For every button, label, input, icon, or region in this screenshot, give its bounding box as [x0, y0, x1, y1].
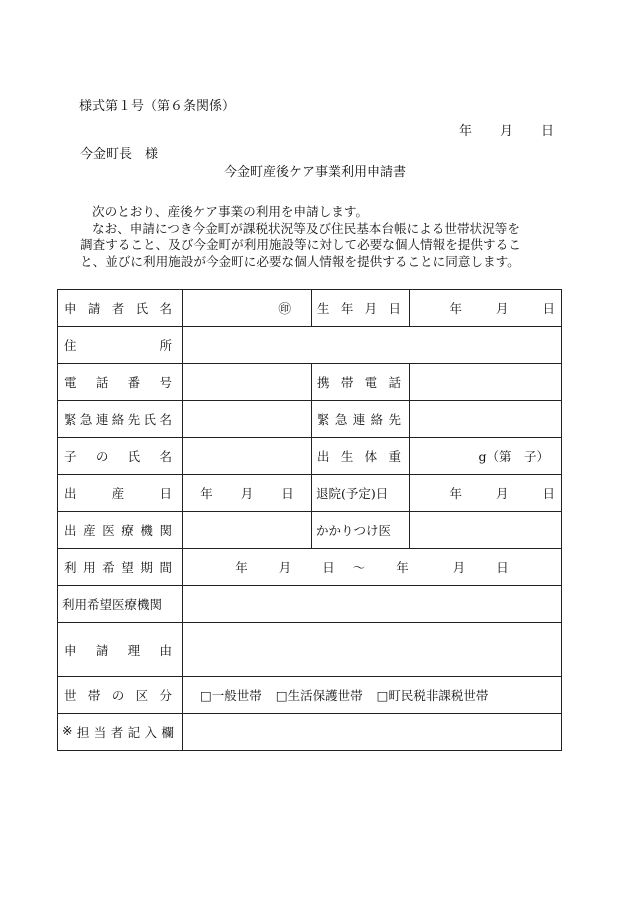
label-text: 住 所: [64, 338, 172, 353]
label-text: 出 生 体 重: [317, 449, 401, 464]
seal-mark: ㊞: [278, 301, 291, 316]
label-desired-institution: 利用希望医療機関: [58, 586, 183, 623]
label-birth-date: [312, 290, 410, 327]
checkbox-general-household[interactable]: □一般世帯: [200, 688, 262, 703]
label-applicant-name: [58, 290, 183, 327]
label-text: 生 年 月 日: [317, 301, 401, 316]
label-delivery-date: [58, 475, 183, 512]
period-tilde: ～: [352, 560, 366, 575]
staff-entry-field[interactable]: [183, 714, 562, 751]
reason-field[interactable]: [183, 623, 562, 677]
consent-line-2: なお、申請につき今金町が課税状況等及び住民基本台帳による世帯状況等を: [92, 220, 520, 236]
date-month: 月: [500, 124, 514, 139]
row-institution: [58, 512, 562, 549]
row-household: [58, 677, 562, 714]
label-birth-weight: [312, 438, 410, 475]
label-staff-entry: [58, 714, 183, 751]
label-text: 出 産 日: [64, 486, 172, 501]
discharge-date-field[interactable]: 年 月 日: [410, 475, 562, 512]
household-category-field: [183, 677, 562, 714]
address-field[interactable]: [183, 327, 562, 364]
label-reason: [58, 623, 183, 677]
addressee: 今金町長 様: [80, 147, 159, 162]
consent-text: [80, 204, 550, 270]
row-period: [58, 549, 562, 586]
emergency-name-field[interactable]: [183, 401, 312, 438]
family-doctor-field[interactable]: [410, 512, 562, 549]
row-emergency: [58, 401, 562, 438]
delivery-date-field[interactable]: 年 月 日: [183, 475, 312, 512]
label-text: 携 帯 電 話: [317, 375, 401, 390]
label-emergency-contact: [312, 401, 410, 438]
row-reason: [58, 623, 562, 677]
birth-date-field[interactable]: 年 月 日: [410, 290, 562, 327]
label-discharge-date: 退院(予定)日: [312, 475, 410, 512]
label-text: 電 話 番 号: [64, 375, 172, 390]
label-text: 緊 急 連 絡 先 氏 名: [64, 412, 172, 427]
label-text: 出 産 医 療 機 関: [64, 523, 172, 538]
label-text: 緊 急 連 絡 先: [317, 412, 401, 427]
label-text: ※ 担 当 者 記 入 欄: [62, 723, 174, 740]
label-delivery-institution: [58, 512, 183, 549]
label-desired-period: [58, 549, 183, 586]
form-number: 様式第１号（第６条関係）: [79, 99, 236, 114]
label-child-name: [58, 438, 183, 475]
child-name-field[interactable]: [183, 438, 312, 475]
phone-field[interactable]: [183, 364, 312, 401]
checkbox-welfare-household[interactable]: □生活保護世帯: [275, 688, 363, 703]
checkbox-tax-exempt-household[interactable]: □町民税非課税世帯: [376, 688, 489, 703]
delivery-institution-field[interactable]: [183, 512, 312, 549]
desired-period-field[interactable]: 年 月 日 ～ 年 月 日: [183, 549, 562, 586]
desired-institution-field[interactable]: [183, 586, 562, 623]
row-staff: [58, 714, 562, 751]
label-household-category: [58, 677, 183, 714]
row-desired-institution: [58, 586, 562, 623]
mobile-field[interactable]: [410, 364, 562, 401]
birth-weight-field[interactable]: [410, 438, 562, 475]
label-address: [58, 327, 183, 364]
label-phone: [58, 364, 183, 401]
date-year: 年: [459, 124, 473, 139]
application-date: [459, 120, 554, 139]
weight-unit: g（第 子）: [478, 449, 549, 464]
label-text: 申 請 者 氏 名: [64, 301, 172, 316]
emergency-contact-field[interactable]: [410, 401, 562, 438]
label-mobile: [312, 364, 410, 401]
document-title: 今金町産後ケア事業利用申請書: [223, 165, 406, 180]
label-text: 世 帯 の 区 分: [64, 688, 172, 703]
label-emergency-name: [58, 401, 183, 438]
consent-line-4: と、並びに利用施設が今金町に必要な個人情報を提供することに同意します。: [80, 253, 520, 269]
applicant-name-field[interactable]: [183, 290, 312, 327]
application-form-table: [57, 289, 562, 751]
row-address: [58, 327, 562, 364]
label-family-doctor: かかりつけ医: [312, 512, 410, 549]
row-phone: [58, 364, 562, 401]
consent-line-1: 次のとおり、産後ケア事業の利用を申請します。: [92, 204, 369, 219]
consent-line-3: 調査すること、及び今金町が利用施設等に対して必要な個人情報を提供するこ: [80, 237, 521, 253]
label-text: 申 請 理 由: [64, 642, 172, 658]
row-child: [58, 438, 562, 475]
row-delivery: [58, 475, 562, 512]
label-text: 利 用 希 望 期 間: [64, 560, 172, 575]
date-day: 日: [541, 124, 555, 139]
row-applicant: [58, 290, 562, 327]
label-text: 子 の 氏 名: [64, 449, 172, 464]
